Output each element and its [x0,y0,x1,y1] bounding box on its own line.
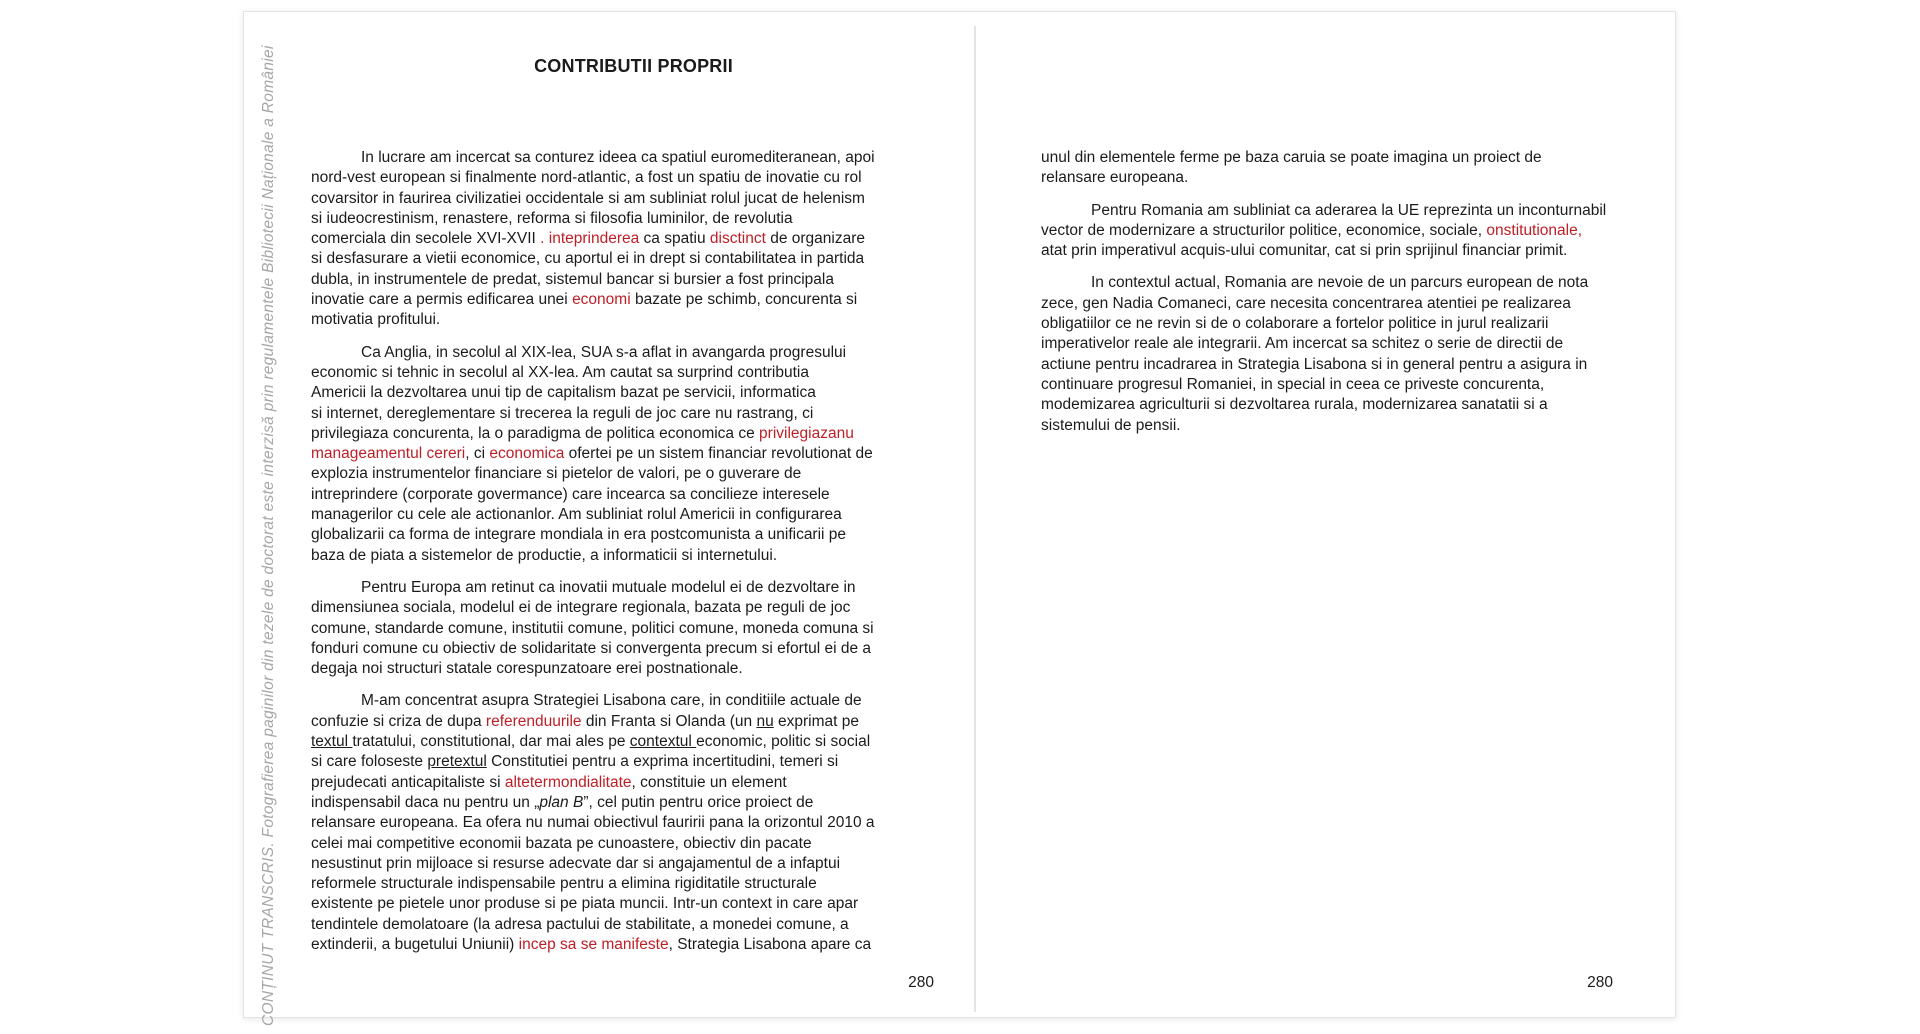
text-run: si internet, dereglementare si trecerea la reguli de joc care nu rastrang, ci [311,404,814,422]
highlighted-text-run: economi [572,291,631,309]
text-line [1041,273,1641,293]
text-run: sistemului de pensii. [1041,416,1181,434]
text-run: actiune pentru incadrarea in Strategia Lisabona si in general pentru a asigura in [1041,355,1588,373]
text-run: celei mai competitive economii bazata pe cunoastere, obiectiv din pacate [311,834,812,852]
text-run: si iudeocrestinism, renastere, reforma si filosofia luminilor, de revolutia [311,209,793,227]
text-line [311,209,956,229]
highlighted-text-run: disctinct [709,230,766,248]
highlighted-text-run: manageamentul cereri [311,445,466,463]
text-line [311,874,956,894]
text-line [311,505,956,525]
text-run: M-am concentrat asupra Strategiei Lisabona care, in conditiile actuale de [361,692,862,710]
page-left [311,12,956,1017]
text-line [311,229,956,249]
page-divider-line [974,26,976,1012]
text-line [311,732,956,752]
text-line [1041,148,1641,168]
text-run: ca spatiu [639,230,710,248]
text-line [311,834,956,854]
text-line [311,290,956,310]
text-line [311,404,956,424]
text-run: vector de modernizare a structurilor politice, economice, sociale, [1041,221,1487,239]
paragraph [311,148,956,331]
text-run: relansare europeana. [1041,169,1189,187]
text-line [1041,395,1641,415]
text-run: tendintele demolatoare (la adresa pactului de stabilitate, a monedei comune, a [311,915,849,933]
paragraph [1041,273,1641,435]
text-line [311,464,956,484]
text-run: din Franta si Olanda (un [581,712,757,730]
text-line [311,854,956,874]
highlighted-text-run: incep sa se manifeste [518,935,669,953]
paragraph [311,343,956,566]
page-number-right: 280 [1587,974,1613,991]
text-run: explozia instrumentelor financiare si pietelor de valori, pe o guverare de [311,465,802,483]
text-line [1041,168,1641,188]
text-run: fonduri comune cu obiectiv de solidaritate si convergenta precum si efortul ei de a [311,639,872,657]
text-run: motivatia profitului. [311,311,441,329]
text-line [311,270,956,290]
text-run: Constitutiei pentru a exprima incertitudini, temeri si [486,753,839,771]
text-run: nesustinut prin mijloace si resurse adecvate dar si angajamentul de a infaptui [311,854,841,872]
text-run: indispensabil daca nu pentru un „ [311,793,540,811]
text-line [311,773,956,793]
text-line [311,691,956,711]
text-line [311,485,956,505]
text-run: , constituie un element [631,773,787,791]
text-line [1041,355,1641,375]
text-run: textul [311,733,353,751]
text-run: nu [756,712,774,730]
text-run: de organizare [765,230,865,248]
highlighted-text-run: . inteprinderea [540,230,640,248]
text-run: plan B [539,793,584,811]
text-line [311,525,956,545]
text-line [311,712,956,732]
text-line [1041,241,1641,261]
text-run: In contextul actual, Romania are nevoie de un parcurs european de nota [1091,274,1589,292]
text-line [311,363,956,383]
text-run: dimensiunea sociala, modelul ei de integrare regionala, bazata pe reguli de joc [311,599,851,617]
text-line [311,424,956,444]
page-heading: CONTRIBUTII PROPRII [534,56,733,76]
text-run: covarsitor in faurirea civilizatiei occidentale si am subliniat rolul jucat de helenism [311,189,865,207]
paragraph [311,691,956,955]
text-line [311,578,956,598]
text-run: unul din elementele ferme pe baza caruia se poate imagina un proiect de [1041,149,1542,166]
text-line [311,752,956,772]
highlighted-text-run: economica [489,445,565,463]
text-run: confuzie si criza de dupa [311,712,486,730]
text-line [311,793,956,813]
text-run: obligatiilor ce ne revin si de o colaborare a fortelor politice in jurul realizarii [1041,315,1549,333]
text-run: si care foloseste [311,753,428,771]
text-run: prejudecati anticapitaliste si [311,773,505,791]
paragraph [311,578,956,679]
text-run: imperativelor reale ale integrarii. Am incercat sa schitez o serie de directii de [1041,335,1564,353]
text-line [311,659,956,679]
text-run: inovatie care a permis edificarea unei [311,291,573,309]
text-run: economic, politic si social [696,733,871,751]
text-run: si desfasurare a vietii economice, cu aportul ei in drept si contabilitatea in partida [311,250,865,268]
text-run: , Strategia Lisabona apare ca [668,935,872,953]
document-sheet [243,11,1676,1026]
text-line [311,148,956,168]
text-line [311,249,956,269]
text-line [311,168,956,188]
text-line [1041,201,1641,221]
text-line [311,189,956,209]
text-line [1041,375,1641,395]
library-watermark-text: CONȚINUT TRANSCRIS. Fotografierea paginilor din tezele de doctorat este interzisă prin regulamentele Bibliotecii Naționale a României [260,45,277,1026]
text-line [311,935,956,955]
highlighted-text-run: referenduurile [485,712,582,730]
text-run: continuare progresul Romaniei, in special in ceea ce priveste concurenta, [1041,375,1545,393]
text-run: Pentru Europa am retinut ca inovatii mutuale modelul ei de dezvoltare in [361,578,856,596]
text-run: reformele structurale indispensabile pentru a elimina rigiditatile structurale [311,875,817,893]
text-line [311,598,956,618]
text-run: Ca Anglia, in secolul al XIX-lea, SUA s-a aflat in avangarda progresului [361,343,847,361]
text-run: tratatului, constitutional, dar mai ales pe [352,733,630,751]
text-line [311,383,956,403]
text-line [311,915,956,935]
text-run: exprimat pe [773,712,860,730]
text-run: degaja noi structuri statale corespunzatoare erei postnationale. [311,660,743,678]
text-line [1041,221,1641,241]
text-run: extinderii, a bugetului Uniunii) [311,935,519,953]
text-run: globalizarii ca forma de integrare mondiala in era postcomunista a unificarii pe [311,526,847,544]
page-number-left: 280 [908,974,934,991]
text-run: ofertei pe un sistem financiar revolutionat de [564,445,873,463]
text-line [311,639,956,659]
text-line [311,310,956,330]
text-run: ”, cel putin pentru orice proiect de [583,793,814,811]
text-run: relansare europeana. Ea ofera nu numai obiectivul fauririi pana la orizontul 2010 a [311,814,875,832]
text-run: atat prin imperativul acquis-ului comunitar, cat si prin sprijinul financiar primit. [1041,242,1568,260]
text-run: baza de piata a sistemelor de productie, a informaticii si internetului. [311,546,778,564]
text-line [311,444,956,464]
text-run: In lucrare am incercat sa conturez ideea ca spatiul euromediteranean, apoi [361,149,875,166]
text-line [1041,294,1641,314]
paragraph [1041,201,1641,262]
text-run: intreprindere (corporate govermance) care incearca sa concilieze interesele [311,485,830,503]
text-run: comune, standarde comune, institutii comune, politici comune, moneda comuna si [311,619,874,637]
text-line [311,813,956,833]
text-run: Pentru Romania am subliniat ca aderarea la UE reprezinta un inconturnabil [1091,201,1607,219]
text-run: existente pe pietele unor produse si pe piata muncii. Intr-un context in care apar [311,895,859,913]
text-run: nord-vest european si finalmente nord-atlantic, a fost un spatiu de inovatie cu rol [311,169,862,187]
text-run: economic si tehnic in secolul al XX-lea. Am cautat sa surprind contributia [311,363,809,381]
right-text-block [1041,148,1641,436]
text-run: zece, gen Nadia Comaneci, care necesita concentrarea atentiei pe realizarea [1041,294,1571,312]
text-run: dubla, in instrumentele de predat, sistemul bancar si bursier a fost principala [311,270,834,288]
text-line [311,894,956,914]
text-run: comerciala din secolele XVI-XVII [311,230,541,248]
paragraph [1041,148,1641,189]
text-run: pretextul [427,753,487,771]
text-line [1041,334,1641,354]
text-run: contextul [629,733,697,751]
text-line [311,343,956,363]
text-run: Americii la dezvoltarea unui tip de capitalism bazat pe servicii, informatica [311,384,816,402]
text-run: , ci [465,445,490,463]
text-run: bazate pe schimb, concurenta si [630,291,858,309]
highlighted-text-run: onstitutionale, [1486,221,1583,239]
highlighted-text-run: altetermondialitate [504,773,632,791]
text-run: managerilor cu cele ale actionanlor. Am subliniat rolul Americii in configurarea [311,506,842,524]
left-text-block [311,148,956,955]
text-line [311,546,956,566]
text-line [1041,416,1641,436]
page-right [1041,12,1641,1017]
text-line [1041,314,1641,334]
text-line [311,619,956,639]
highlighted-text-run: privilegiazanu [759,424,854,442]
text-run: modemizarea agriculturii si dezvoltarea rurala, modernizarea sanatatii si a [1041,396,1548,414]
text-run: privilegiaza concurenta, la o paradigma de politica economica ce [311,424,760,442]
